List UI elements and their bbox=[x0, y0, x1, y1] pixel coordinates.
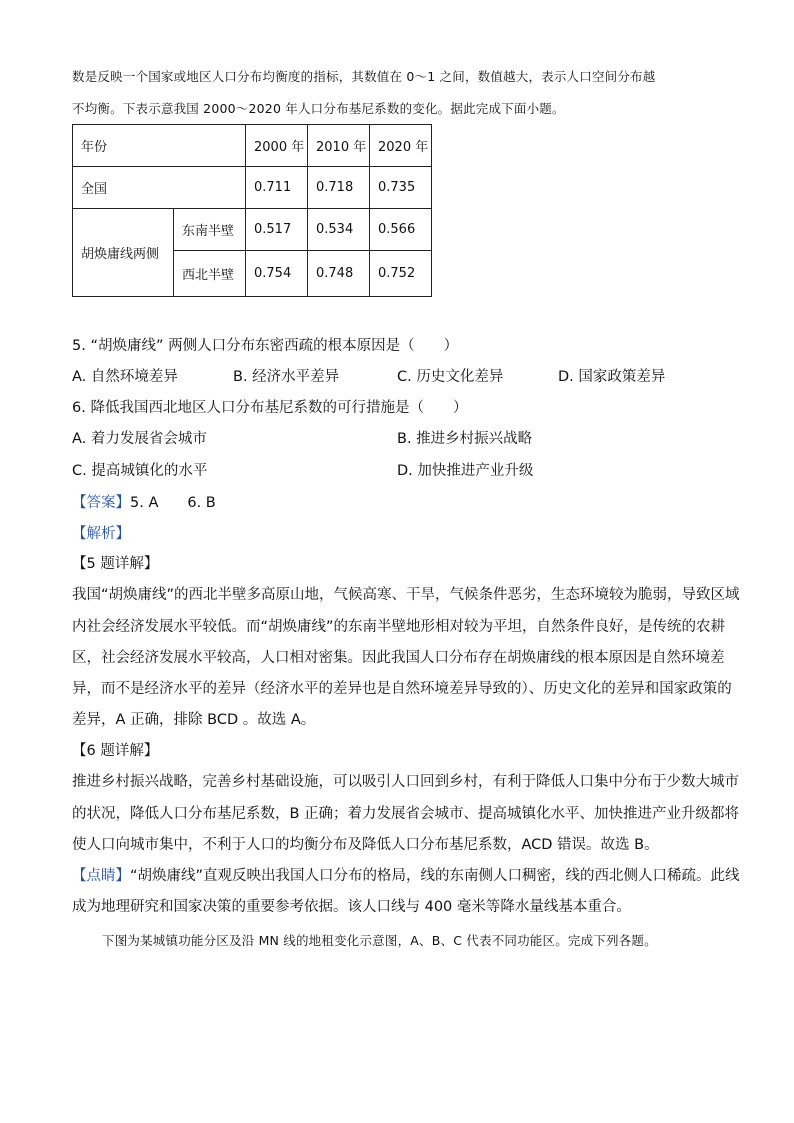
analysis-label: 【解析】 bbox=[72, 526, 130, 542]
q6-option-b: B. 推进乡村振兴战略 bbox=[397, 431, 533, 447]
q6-option-d: D. 加快推进产业升级 bbox=[397, 463, 534, 479]
question-5-stem: 5. “胡焕庸线” 两侧人口分布东密西疏的根本原因是（ ） bbox=[72, 338, 459, 354]
q5-option-c: C. 历史文化差异 bbox=[397, 369, 504, 385]
table-row bbox=[73, 167, 432, 209]
table-header-row bbox=[73, 125, 432, 167]
detail-5-line: 差异，A 正确，排除 BCD 。故选 A。 bbox=[72, 712, 316, 728]
q5-option-d: D. 国家政策差异 bbox=[558, 369, 666, 385]
gini-table bbox=[72, 124, 432, 297]
detail-6-line: 推进乡村振兴战略，完善乡村基础设施，可以吸引人口回到乡村，有利于降低人口集中分布于少数大城市 bbox=[72, 774, 739, 790]
q5-option-b: B. 经济水平差异 bbox=[233, 369, 340, 385]
note-line-1 bbox=[72, 866, 740, 886]
intro-line-2: 不均衡。下表示意我国 2000～2020 年人口分布基尼系数的变化。据此完成下面小题。 bbox=[72, 101, 565, 116]
detail-5-heading: 【5 题详解】 bbox=[72, 556, 159, 572]
table-cell: 0.754 bbox=[246, 251, 308, 297]
note-label: 【点睛】 bbox=[72, 868, 130, 884]
detail-5-line: 异，而不是经济水平的差异（经济水平的差异也是自然环境差异导致的）、历史文化的差异和国家政策的 bbox=[72, 681, 732, 697]
group-label: 胡焕庸线两侧 bbox=[73, 209, 174, 297]
answer-line bbox=[72, 493, 216, 513]
detail-6-heading: 【6 题详解】 bbox=[72, 743, 159, 759]
q6-option-a: A. 着力发展省会城市 bbox=[72, 431, 207, 447]
table-cell: 0.748 bbox=[308, 251, 370, 297]
answer-label: 【答案】 bbox=[72, 495, 130, 511]
row-label: 西北半壁 bbox=[174, 251, 246, 297]
note-line-2: 成为地理研究和国家决策的重要参考依据。该人口线与 400 毫米等降水量线基本重合。 bbox=[72, 899, 631, 915]
question-6-stem: 6. 降低我国西北地区人口分布基尼系数的可行措施是（ ） bbox=[72, 400, 468, 416]
table-cell: 0.752 bbox=[370, 251, 432, 297]
q5-option-a: A. 自然环境差异 bbox=[72, 369, 178, 385]
detail-6-line: 使人口向城市集中，不利于人口的均衡分布及降低人口分布基尼系数，ACD 错误。故选 B。 bbox=[72, 837, 659, 853]
q6-option-c: C. 提高城镇化的水平 bbox=[72, 463, 208, 479]
table-cell: 0.517 bbox=[246, 209, 308, 251]
detail-6-line: 的状况，降低人口分布基尼系数，B 正确；着力发展省会城市、提高城镇化水平、加快推进产业升级都将 bbox=[72, 806, 740, 822]
table-cell: 0.711 bbox=[246, 167, 308, 209]
table-cell: 0.534 bbox=[308, 209, 370, 251]
header-cell: 2010 年 bbox=[308, 125, 370, 167]
header-cell: 2020 年 bbox=[370, 125, 432, 167]
answer-text: 5. A 6. B bbox=[130, 495, 216, 511]
note-text: “胡焕庸线”直观反映出我国人口分布的格局，线的东南侧人口稠密，线的西北侧人口稀疏。此线 bbox=[130, 868, 740, 884]
detail-5-line: 区，社会经济发展水平较高，人口相对密集。因此我国人口分布存在胡焕庸线的根本原因是自然环境差 bbox=[72, 650, 725, 666]
row-label: 东南半壁 bbox=[174, 209, 246, 251]
detail-5-line: 内社会经济发展水平较低。而“胡焕庸线”的东南半壁地形相对较为平坦，自然条件良好，是传统的农耕 bbox=[72, 619, 726, 635]
intro-line-1: 数是反映一个国家或地区人口分布均衡度的指标，其数值在 0～1 之间，数值越大，表示人口空间分布越 bbox=[72, 69, 656, 84]
table-row bbox=[73, 209, 432, 251]
row-label: 全国 bbox=[73, 167, 246, 209]
table-cell: 0.718 bbox=[308, 167, 370, 209]
header-cell: 2000 年 bbox=[246, 125, 308, 167]
header-cell: 年份 bbox=[73, 125, 246, 167]
detail-5-line: 我国“胡焕庸线”的西北半壁多高原山地，气候高寒、干旱，气候条件恶劣，生态环境较为脆弱，导致区域 bbox=[72, 587, 740, 603]
next-question-intro: 下图为某城镇功能分区及沿 MN 线的地租变化示意图，A、B、C 代表不同功能区。完成下列各题。 bbox=[102, 933, 657, 948]
table-cell: 0.566 bbox=[370, 209, 432, 251]
table-cell: 0.735 bbox=[370, 167, 432, 209]
